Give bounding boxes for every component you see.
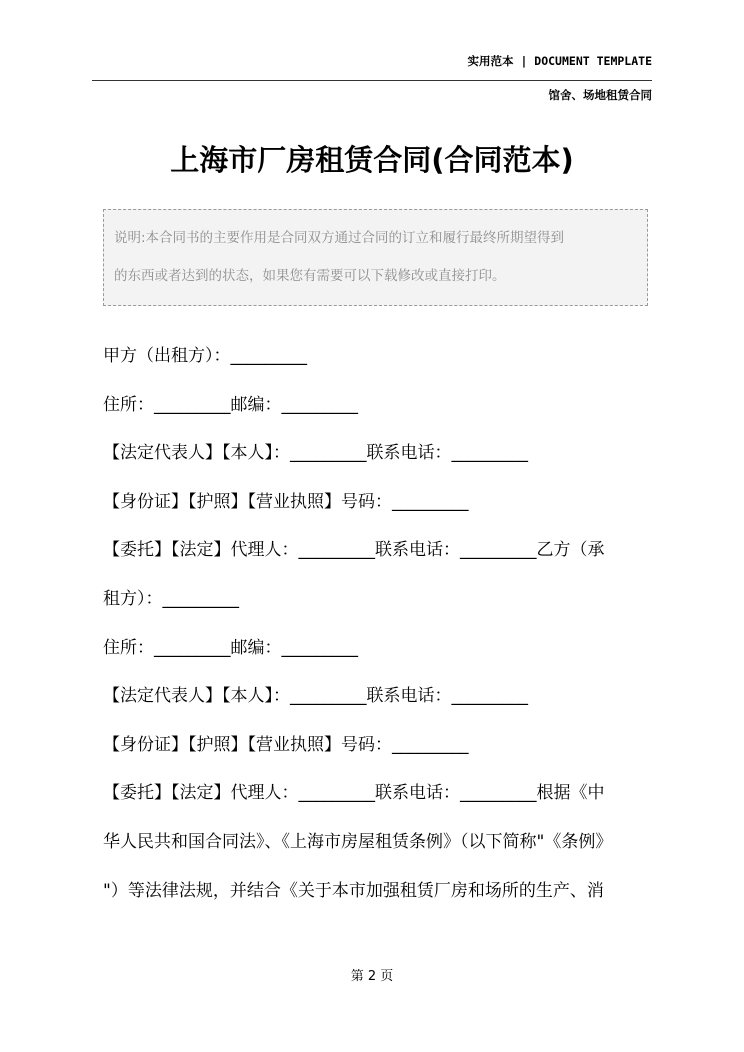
body-line: 租方）：_________	[103, 588, 239, 609]
page-number: 第 2 页	[350, 969, 394, 984]
body-line: 甲方（出租方）：_________	[103, 346, 307, 366]
body-line: 【身份证】【护照】【营业执照】号码：_________	[103, 734, 469, 755]
contract-body	[103, 332, 655, 915]
body-line: 住所：_________邮编：_________	[103, 637, 358, 658]
body-line: 华人民共和国合同法》、《上海市房屋租赁条例》（以下简称"《条例》	[103, 831, 613, 852]
body-line: 住所：_________邮编：_________	[103, 394, 358, 415]
body-line: 【法定代表人】【本人】：_________联系电话：_________	[103, 443, 528, 464]
note-line: 的东西或者达到的状态，如果您有需要可以下载修改或直接打印。	[114, 268, 506, 284]
header-category-label: 馆舍、场地租赁合同	[548, 88, 652, 102]
body-line: 【法定代表人】【本人】：_________联系电话：_________	[103, 686, 528, 707]
note-box	[103, 209, 648, 306]
note-line: 说明:本合同书的主要作用是合同双方通过合同的订立和履行最终所期望得到	[114, 230, 565, 246]
body-line: 【委托】【法定】代理人：_________联系电话：_________乙方（承	[103, 540, 605, 561]
document-title: 上海市厂房租赁合同(合同范本)	[170, 143, 574, 177]
body-line: 【委托】【法定】代理人：_________联系电话：_________根据《中	[103, 783, 605, 804]
header-divider	[92, 80, 652, 81]
body-line: "）等法律法规，并结合《关于本市加强租赁厂房和场所的生产、消	[103, 880, 604, 901]
header-template-label: 实用范本 | DOCUMENT TEMPLATE	[467, 54, 652, 68]
body-line: 【身份证】【护照】【营业执照】号码：_________	[103, 491, 469, 512]
